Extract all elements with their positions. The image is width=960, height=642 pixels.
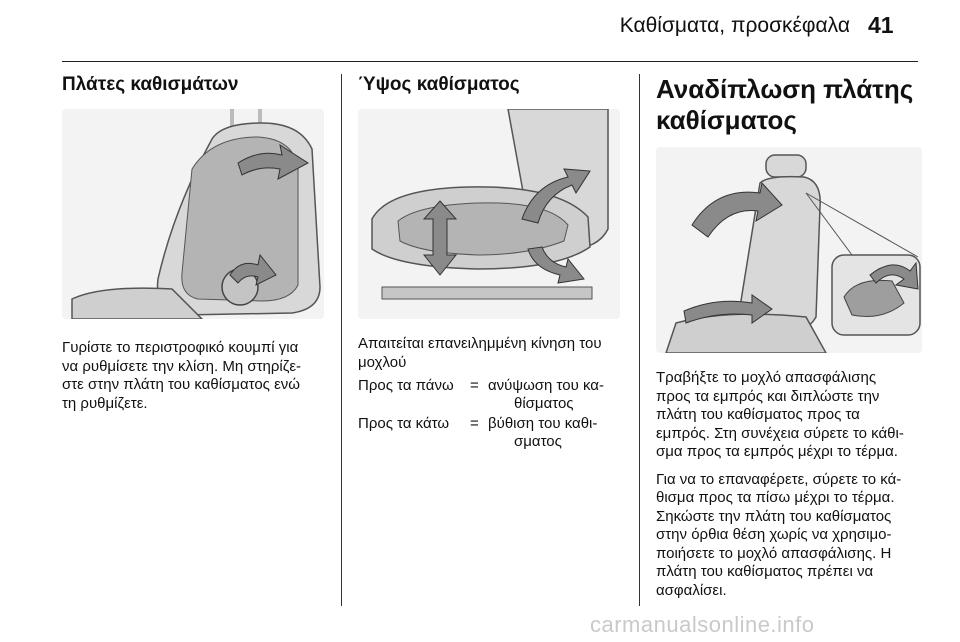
footer-watermark: carmanualsonline.info [590, 612, 815, 637]
intro-text: Απαιτείται επανειλημμένη κίνηση του μοχλού [358, 335, 602, 371]
header-title: Καθίσματα, προσκέφαλα [619, 14, 850, 37]
seat-fold-illustration [656, 147, 922, 353]
section-heading: Ύψος καθίσματος [358, 74, 520, 95]
definition-row: Προς τα κάτω = βύθιση του καθι- σματος [358, 415, 598, 450]
definition-list [358, 377, 620, 451]
seat-backrest-illustration [62, 109, 324, 319]
page-number: 41 [868, 12, 894, 38]
body-text: Για να το επαναφέρετε, σύρετε το κά- θισμα προς τα πίσω μέχρι το τέρμα. Σηκώστε την πλάτη του καθίσματος στην όρθια θέση χωρίς να χρησιμο- ποιήσετε το μοχλό απασφάλισης. Η πλάτη του καθίσματος πρέπει να ασφαλίσει. [656, 470, 902, 599]
section-seat-fold [656, 74, 922, 600]
header-rule [62, 61, 918, 62]
body-text: Γυρίστε το περιστροφικό κουμπί για να ρυθμίσετε την κλίση. Μη στηρίζε- στε στην πλάτη του καθίσματος ενώ τη ρυθμίζετε. [62, 339, 302, 412]
seat-height-illustration [358, 109, 620, 319]
section-heading: Αναδίπλωση πλάτης καθίσματος [656, 74, 914, 135]
body-text: Τραβήξτε το μοχλό απασφάλισης προς τα εμπρός και διπλώστε την πλάτη του καθίσματος προς τα εμπρός. Στη συνέχεια σύρετε το κάθι- σμα προς τα εμπρός μέχρι το τέρμα. [656, 369, 904, 460]
column-divider [341, 74, 342, 606]
section-heading: Πλάτες καθισμάτων [62, 74, 239, 95]
definition-row: Προς τα πάνω = ανύψωση του κα- θίσματος [358, 377, 604, 412]
section-backrest [62, 74, 324, 413]
column-divider [639, 74, 640, 606]
section-seat-height [358, 74, 620, 451]
